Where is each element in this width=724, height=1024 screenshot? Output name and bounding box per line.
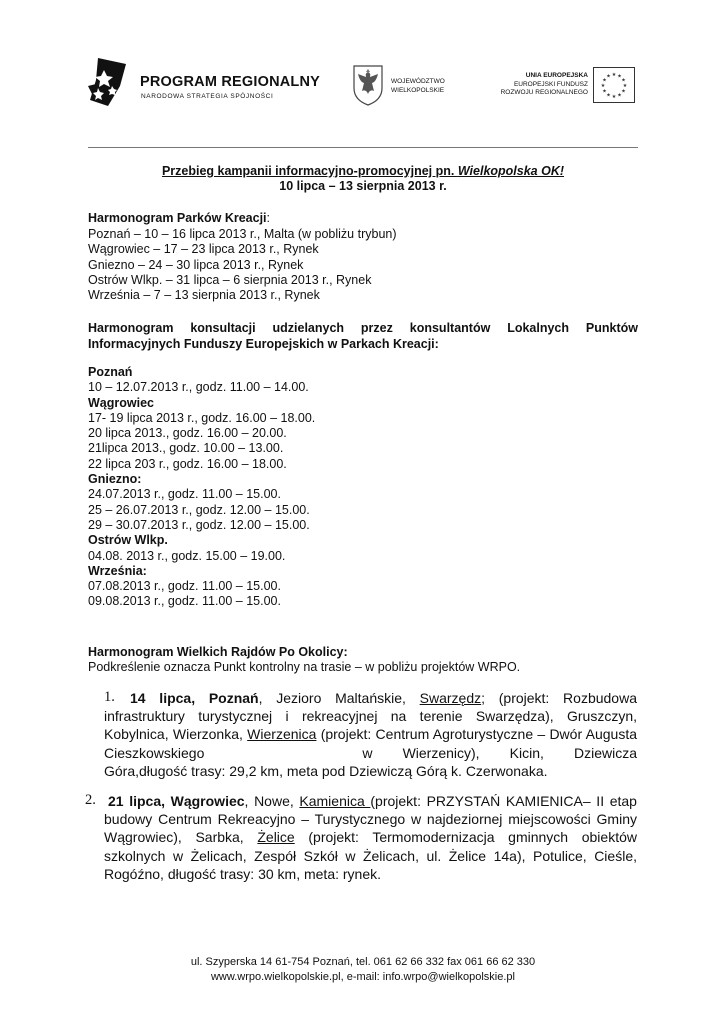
footer-address: ul. Szyperska 14 61-754 Poznań, tel. 061 62 66 332 fax 061 66 62 330 — [190, 956, 536, 968]
voivodeship-line1: WOJEWÓDZTWO — [391, 78, 445, 85]
consultation-date: 29 – 30.07.2013 r., godz. 12.00 – 15.00. — [88, 517, 310, 532]
rally-text: w Wierzenicy), Kicin, Dziewicza Góra,długość trasy: 29,2 km, meta pod Dziewiczą Górą k. Czerwonaka. — [104, 744, 637, 779]
eu-line3: ROZWOJU REGIONALNEGO — [500, 89, 588, 96]
consultations-heading-line2: Informacyjnych Funduszy Europejskich w Parkach Kreacji: — [88, 337, 439, 351]
rally-item-2 — [104, 792, 637, 883]
rally-number: 1. — [104, 689, 115, 705]
campaign-name: Wielkopolska OK! — [457, 164, 565, 178]
checkpoint: Swarzędz — [419, 690, 482, 706]
parks-heading-text: Harmonogram Parków Kreacji — [88, 211, 267, 225]
program-regionalny-logo-icon — [86, 56, 132, 108]
campaign-dates: 10 lipca – 13 sierpnia 2013 r. — [279, 179, 447, 193]
consultation-date: 07.08.2013 r., godz. 11.00 – 15.00. — [88, 579, 281, 594]
parks-list — [88, 227, 397, 303]
consultation-date: 09.08.2013 r., godz. 11.00 – 15.00. — [88, 594, 281, 609]
voivodeship-label — [391, 77, 445, 95]
rally-text: (projekt: PRZYSTAŃ KAMIENICA– II etap budowy Centrum Rekreacyjno – Turystycznego w najdeziornej miejscowości Gminy Wągrowiec), Sarbka, — [104, 793, 637, 846]
consultations-list — [88, 365, 315, 610]
checkpoint: Kamienica — [299, 793, 371, 809]
park-item: Wągrowiec – 17 – 23 lipca 2013 r., Rynek — [88, 242, 319, 257]
checkpoint: Wierzenica — [247, 726, 317, 743]
rally-text: , Jezioro Maltańskie, — [258, 690, 420, 706]
city-name: Ostrów Wlkp. — [88, 533, 168, 548]
consultation-date: 25 – 26.07.2013 r., godz. 12.00 – 15.00. — [88, 502, 310, 517]
rallies-note: Podkreślenie oznacza Punkt kontrolny na trasie – w pobliżu projektów WRPO. — [88, 660, 521, 674]
program-title: PROGRAM REGIONALNY — [140, 74, 321, 90]
footer-contact: www.wrpo.wielkopolskie.pl, e-mail: info.wrpo@wielkopolskie.pl — [210, 971, 515, 983]
svg-text:★: ★ — [600, 83, 606, 89]
eu-label — [470, 72, 588, 98]
eu-line1: UNIA EUROPEJSKA — [525, 72, 588, 79]
consultation-date: 24.07.2013 r., godz. 11.00 – 15.00. — [88, 487, 281, 502]
eu-flag-icon — [593, 67, 635, 103]
eu-line2: EUROPEJSKI FUNDUSZ — [513, 80, 588, 88]
consultation-date: 21lipca 2013., godz. 10.00 – 13.00. — [88, 441, 284, 456]
rally-date-city: 21 lipca, Wągrowiec — [108, 793, 245, 809]
svg-text:★: ★ — [621, 88, 626, 95]
consultation-date: 17- 19 lipca 2013 r., godz. 16.00 – 18.00. — [88, 410, 316, 425]
rally-date-city: 14 lipca, Poznań — [130, 690, 259, 706]
rally-text: (projekt: Termomodernizacja gminnych obiektów szkolnych w Żelicach, Zespół Szkół w Żelicach, ul. Żelice 14a), Potulice, Cieśle, Rogóźno, długość trasy: 30 km, meta: rynek. — [104, 829, 637, 882]
svg-text:★: ★ — [622, 83, 628, 89]
city-name: Poznań — [88, 365, 133, 379]
rally-item-1 — [104, 689, 637, 780]
park-item: Poznań – 10 – 16 lipca 2013 r., Malta (w pobliżu trybun) — [88, 227, 397, 241]
header-divider — [88, 147, 638, 148]
voivodeship-line2: WIELKOPOLSKIE — [391, 87, 445, 94]
svg-text:★: ★ — [611, 72, 617, 78]
consultations-heading-line1: Harmonogram konsultacji udzielanych przez konsultantów Lokalnych Punktów — [88, 321, 638, 335]
consultations-heading — [88, 320, 638, 352]
park-item: Gniezno – 24 – 30 lipca 2013 r., Rynek — [88, 257, 304, 272]
consultation-date: 10 – 12.07.2013 r., godz. 11.00 – 14.00. — [88, 380, 309, 395]
rally-text: , Nowe, — [244, 793, 300, 809]
rally-text: (projekt: Centrum Agroturystyczne – Dwór Augusta Cieszkowskiego — [104, 726, 637, 761]
city-name: Gniezno: — [88, 472, 142, 487]
park-item: Września – 7 – 13 sierpnia 2013 r., Rynek — [88, 288, 320, 303]
wielkopolska-coat-of-arms-icon — [352, 64, 384, 106]
svg-text:★: ★ — [617, 92, 622, 99]
consultation-date: 20 lipca 2013., godz. 16.00 – 20.00. — [88, 426, 287, 441]
park-item: Ostrów Wlkp. – 31 lipca – 6 sierpnia 2013 r., Rynek — [88, 272, 372, 287]
parks-heading — [88, 211, 270, 227]
rally-text: ; (projekt: Rozbudowa infrastruktury turystycznej i rekreacyjnej na terenie Swarzędza), Gruszczyn, Kobylnica, Wierzonka, — [104, 690, 637, 743]
svg-text:★: ★ — [606, 73, 611, 80]
title-prefix: Przebieg kampanii informacyjno-promocyjnej pn. — [161, 164, 458, 178]
rallies-heading: Harmonogram Wielkich Rajdów Po Okolicy: — [88, 645, 348, 659]
svg-text:★: ★ — [602, 77, 607, 84]
svg-text:★: ★ — [606, 92, 611, 99]
checkpoint: Żelice — [257, 829, 295, 846]
svg-text:★: ★ — [611, 94, 617, 100]
city-name: Wągrowiec — [88, 395, 154, 410]
svg-text:★: ★ — [621, 77, 626, 84]
city-name: Września: — [88, 563, 147, 578]
rally-number: 2. — [85, 792, 96, 808]
program-subtitle: NARODOWA STRATEGIA SPÓJNOŚCI — [141, 93, 274, 100]
consultation-date: 22 lipca 203 r., godz. 16.00 – 18.00. — [88, 456, 287, 471]
svg-text:★: ★ — [602, 88, 607, 95]
document-title — [88, 164, 638, 178]
parks-heading-colon: : — [266, 211, 271, 225]
svg-text:★: ★ — [617, 73, 622, 80]
consultation-date: 04.08. 2013 r., godz. 15.00 – 19.00. — [88, 548, 286, 563]
footer — [88, 955, 638, 985]
